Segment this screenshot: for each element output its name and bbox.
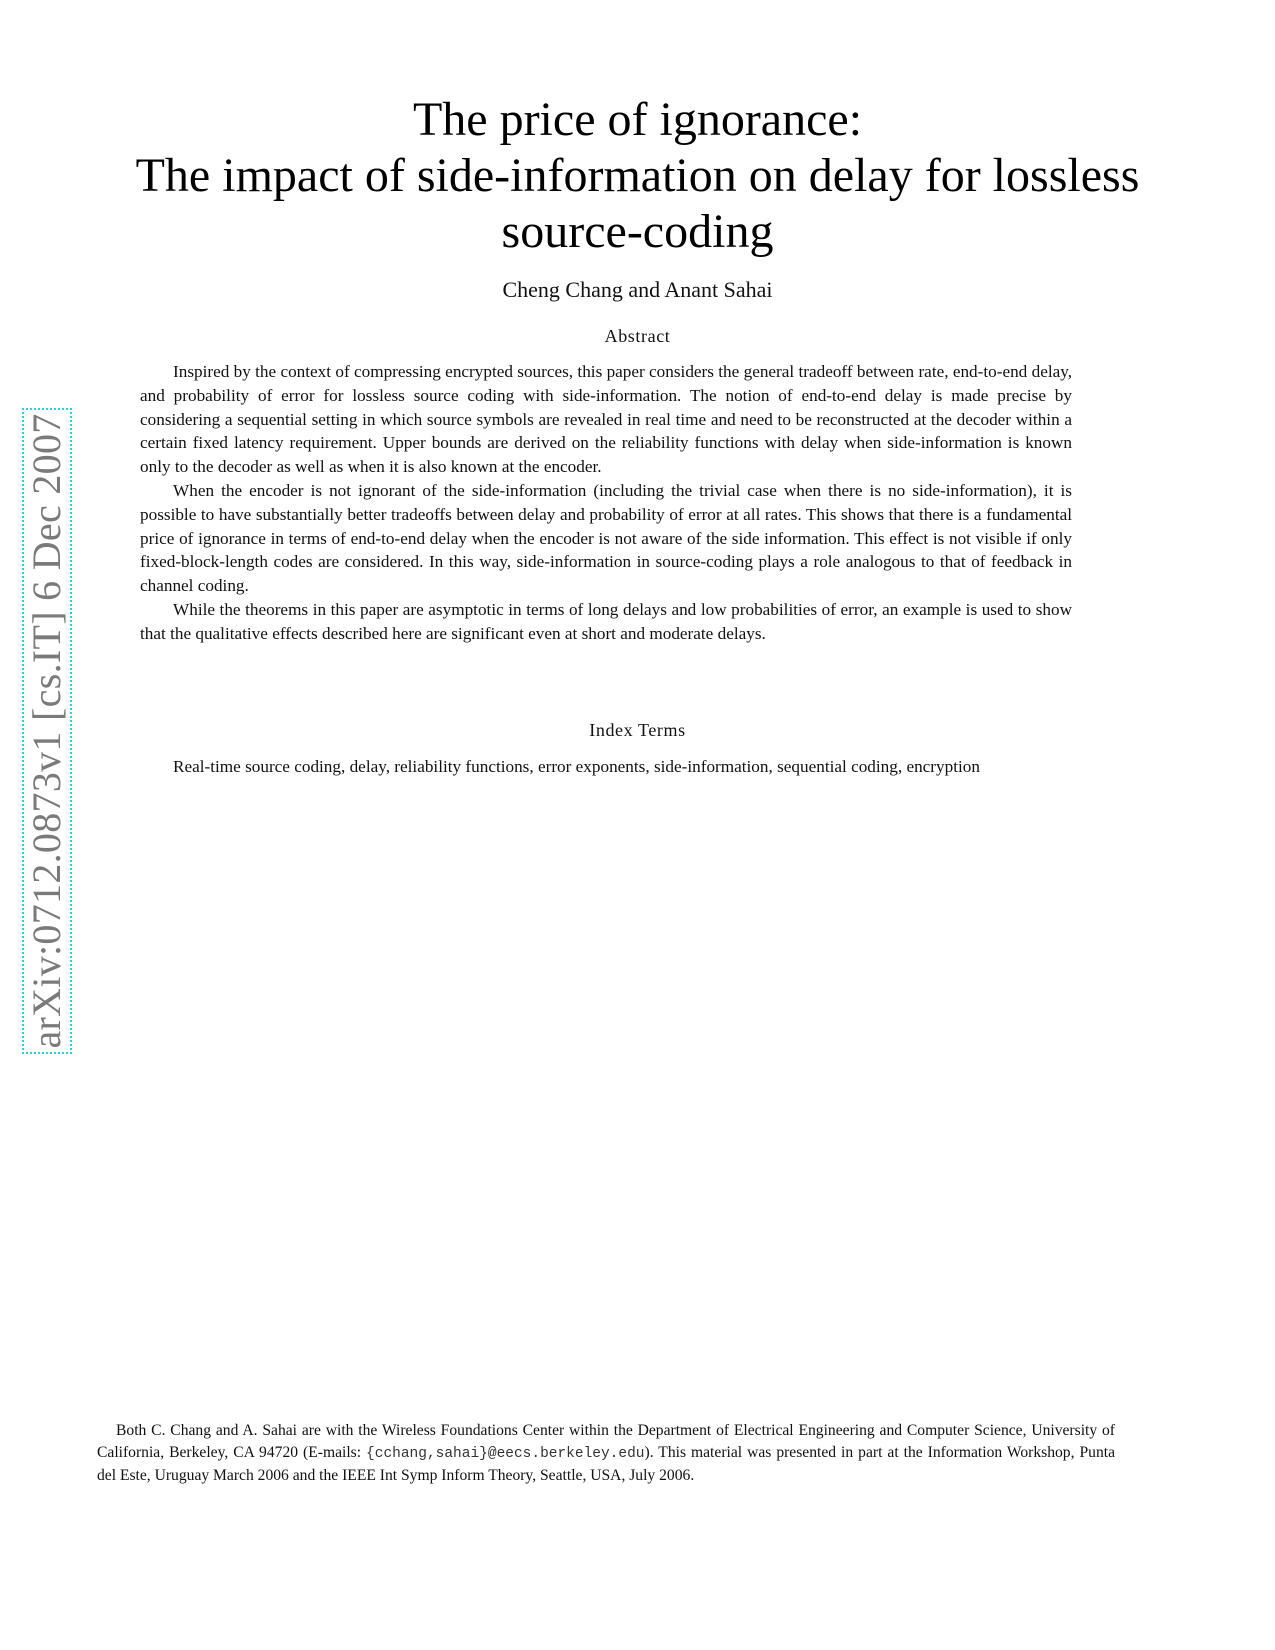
footnote-text-after-email: ). This material was presented in part at the Information Workshop, Punta del Este, Uruguay March 2006 and the IEEE Int Symp Inform Theory, Seattle, USA, July 2006. [97,1443,1115,1484]
index-terms-body [140,755,1072,779]
title-line-3: source-coding [501,205,774,258]
footnote-paragraph [97,1420,1115,1487]
abstract-body [140,360,1072,646]
index-terms-text: Real-time source coding, delay, reliability functions, error exponents, side-information, sequential coding, encryption [173,757,980,776]
authors: Cheng Chang and Anant Sahai [502,277,773,302]
abstract-paragraph: Inspired by the context of compressing encrypted sources, this paper considers the general tradeoff between rate, end-to-end delay, and probability of error for lossless source coding with side-information. The notion of end-to-end delay is made precise by considering a sequential setting in which source symbols are revealed in real time and need to be reconstructed at the decoder within a certain fixed latency requirement. Upper bounds are derived on the reliability functions with delay when side-information is known only to the decoder as well as when it is also known at the encoder. [140,362,1072,477]
abstract-heading: Abstract [604,326,671,346]
author-footnote [97,1420,1115,1487]
paper-title [60,92,1215,260]
abstract-paragraph: While the theorems in this paper are asymptotic in terms of long delays and low probabilities of error, an example is used to show that the qualitative effects described here are significant even at short and moderate delays. [140,599,1072,643]
author-emails: {cchang,sahai}@eecs.berkeley.edu [366,1445,645,1462]
index-terms-heading: Index Terms [589,720,686,740]
title-line-1: The price of ignorance: [412,93,863,146]
title-line-2: The impact of side-information on delay for lossless [135,149,1140,202]
abstract-paragraph: When the encoder is not ignorant of the side-information (including the trivial case when there is no side-information), it is possible to have substantially better tradeoffs between delay and probability of error at all rates. This shows that there is a fundamental price of ignorance in terms of end-to-end delay when the encoder is not aware of the side information. This effect is not visible if only fixed-block-length codes are considered. In this way, side-information in source-coding plays a role analogous to that of feedback in channel coding. [140,480,1072,596]
footnote-text-before-email: Both C. Chang and A. Sahai are with the Wireless Foundations Center within the Department of Electrical Engineering and Computer Science, University of California, Berkeley, CA 94720 (E-mails: [97,1422,1115,1461]
arxiv-identifier: arXiv:0712.0873v1 [cs.IT] 6 Dec 2007 [24,413,69,1049]
